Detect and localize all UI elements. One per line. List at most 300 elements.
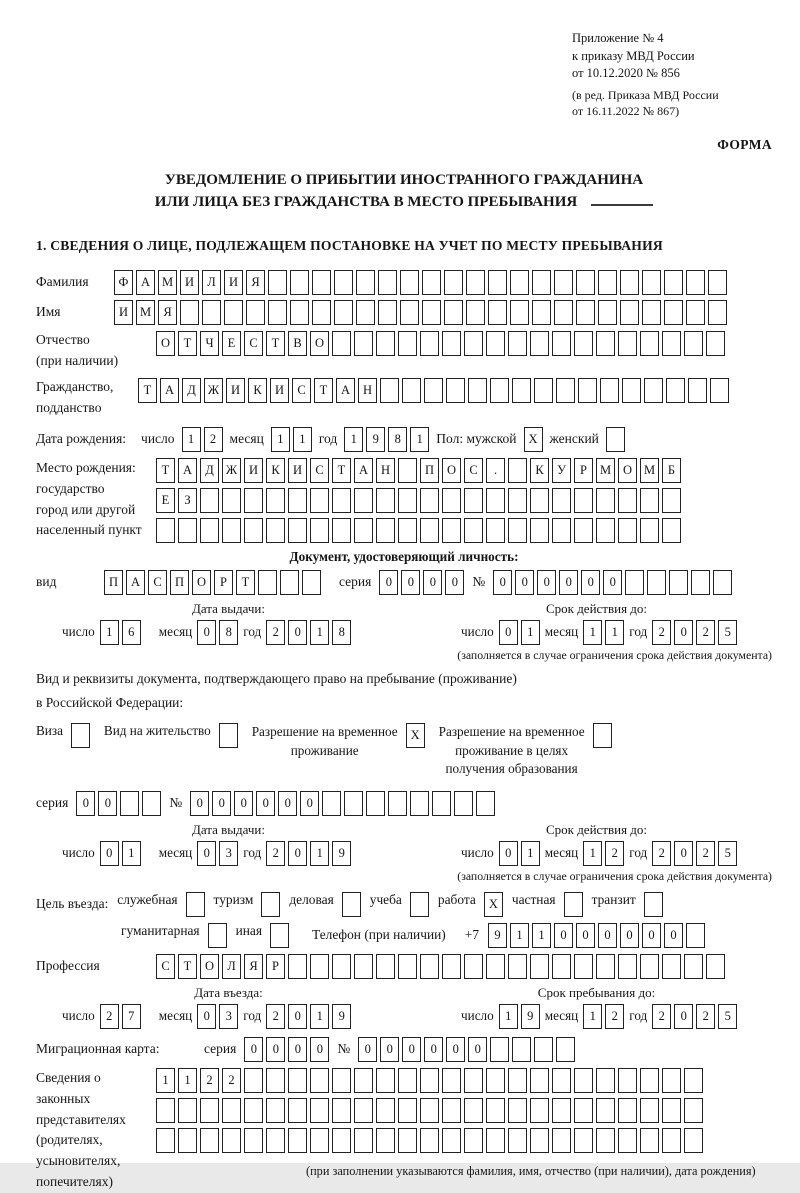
char-cell[interactable]: 0 bbox=[446, 1037, 465, 1062]
char-cell[interactable]: И bbox=[288, 458, 307, 483]
char-cell[interactable] bbox=[334, 270, 353, 295]
char-cell[interactable] bbox=[156, 518, 175, 543]
char-cell[interactable] bbox=[444, 300, 463, 325]
char-cell[interactable]: Т bbox=[138, 378, 157, 403]
char-cell[interactable]: 1 bbox=[521, 620, 540, 645]
char-cell[interactable] bbox=[534, 378, 553, 403]
char-cell[interactable] bbox=[530, 1128, 549, 1153]
char-cell[interactable] bbox=[618, 1068, 637, 1093]
char-cell[interactable] bbox=[662, 331, 681, 356]
char-cell[interactable]: 2 bbox=[266, 841, 285, 866]
char-cell[interactable] bbox=[596, 488, 615, 513]
char-cell[interactable] bbox=[120, 791, 139, 816]
char-cell[interactable] bbox=[593, 723, 612, 748]
char-cell[interactable]: 2 bbox=[605, 1004, 624, 1029]
char-cell[interactable] bbox=[666, 378, 685, 403]
char-cell[interactable] bbox=[424, 378, 443, 403]
char-cell[interactable]: 0 bbox=[266, 1037, 285, 1062]
char-cell[interactable] bbox=[684, 1068, 703, 1093]
char-cell[interactable] bbox=[400, 270, 419, 295]
char-cell[interactable]: 1 bbox=[156, 1068, 175, 1093]
char-cell[interactable]: И bbox=[270, 378, 289, 403]
char-cell[interactable]: Т bbox=[178, 954, 197, 979]
char-cell[interactable]: Д bbox=[182, 378, 201, 403]
char-cell[interactable] bbox=[644, 892, 663, 917]
char-cell[interactable] bbox=[486, 1098, 505, 1123]
char-cell[interactable] bbox=[552, 1068, 571, 1093]
char-cell[interactable]: 2 bbox=[696, 620, 715, 645]
char-cell[interactable] bbox=[376, 331, 395, 356]
char-cell[interactable] bbox=[618, 1128, 637, 1153]
char-cell[interactable] bbox=[598, 300, 617, 325]
char-cell[interactable]: 0 bbox=[212, 791, 231, 816]
char-cell[interactable]: 0 bbox=[278, 791, 297, 816]
char-cell[interactable] bbox=[554, 300, 573, 325]
char-cell[interactable] bbox=[600, 378, 619, 403]
char-cell[interactable] bbox=[574, 488, 593, 513]
char-cell[interactable]: М bbox=[158, 270, 177, 295]
char-cell[interactable] bbox=[466, 300, 485, 325]
char-cell[interactable] bbox=[596, 954, 615, 979]
char-cell[interactable]: О bbox=[192, 570, 211, 595]
char-cell[interactable] bbox=[574, 954, 593, 979]
char-cell[interactable] bbox=[512, 1037, 531, 1062]
char-cell[interactable]: 0 bbox=[98, 791, 117, 816]
char-cell[interactable] bbox=[713, 570, 732, 595]
char-cell[interactable] bbox=[410, 791, 429, 816]
char-cell[interactable] bbox=[222, 518, 241, 543]
char-cell[interactable] bbox=[662, 1128, 681, 1153]
char-cell[interactable] bbox=[312, 270, 331, 295]
char-cell[interactable] bbox=[574, 1068, 593, 1093]
char-cell[interactable]: Л bbox=[202, 270, 221, 295]
char-cell[interactable]: 1 bbox=[583, 620, 602, 645]
char-cell[interactable]: 0 bbox=[256, 791, 275, 816]
char-cell[interactable]: Р bbox=[266, 954, 285, 979]
char-cell[interactable] bbox=[398, 488, 417, 513]
char-cell[interactable] bbox=[288, 1098, 307, 1123]
char-cell[interactable] bbox=[530, 488, 549, 513]
char-cell[interactable] bbox=[486, 1068, 505, 1093]
char-cell[interactable]: Б bbox=[662, 458, 681, 483]
char-cell[interactable]: 1 bbox=[310, 1004, 329, 1029]
char-cell[interactable] bbox=[420, 518, 439, 543]
char-cell[interactable] bbox=[398, 458, 417, 483]
char-cell[interactable] bbox=[640, 1128, 659, 1153]
char-cell[interactable] bbox=[640, 488, 659, 513]
char-cell[interactable]: 5 bbox=[718, 620, 737, 645]
char-cell[interactable] bbox=[684, 1098, 703, 1123]
char-cell[interactable]: Е bbox=[156, 488, 175, 513]
char-cell[interactable] bbox=[258, 570, 277, 595]
char-cell[interactable]: П bbox=[104, 570, 123, 595]
char-cell[interactable]: С bbox=[156, 954, 175, 979]
char-cell[interactable] bbox=[388, 791, 407, 816]
char-cell[interactable] bbox=[534, 1037, 553, 1062]
char-cell[interactable] bbox=[530, 954, 549, 979]
char-cell[interactable]: 2 bbox=[696, 1004, 715, 1029]
char-cell[interactable] bbox=[310, 1128, 329, 1153]
char-cell[interactable] bbox=[508, 331, 527, 356]
char-cell[interactable] bbox=[618, 1098, 637, 1123]
char-cell[interactable] bbox=[454, 791, 473, 816]
char-cell[interactable] bbox=[552, 954, 571, 979]
char-cell[interactable] bbox=[378, 270, 397, 295]
char-cell[interactable] bbox=[354, 488, 373, 513]
char-cell[interactable]: 2 bbox=[222, 1068, 241, 1093]
char-cell[interactable]: Я bbox=[246, 270, 265, 295]
char-cell[interactable] bbox=[576, 300, 595, 325]
char-cell[interactable]: Я bbox=[158, 300, 177, 325]
char-cell[interactable] bbox=[442, 488, 461, 513]
char-cell[interactable]: 3 bbox=[219, 1004, 238, 1029]
char-cell[interactable] bbox=[356, 270, 375, 295]
char-cell[interactable]: 0 bbox=[244, 1037, 263, 1062]
char-cell[interactable] bbox=[312, 300, 331, 325]
char-cell[interactable] bbox=[464, 488, 483, 513]
char-cell[interactable] bbox=[466, 270, 485, 295]
char-cell[interactable]: 0 bbox=[674, 841, 693, 866]
char-cell[interactable] bbox=[380, 378, 399, 403]
char-cell[interactable] bbox=[574, 331, 593, 356]
char-cell[interactable] bbox=[508, 954, 527, 979]
char-cell[interactable]: 0 bbox=[197, 841, 216, 866]
char-cell[interactable]: 0 bbox=[559, 570, 578, 595]
char-cell[interactable] bbox=[398, 1098, 417, 1123]
char-cell[interactable] bbox=[464, 331, 483, 356]
char-cell[interactable]: 2 bbox=[605, 841, 624, 866]
char-cell[interactable]: С bbox=[148, 570, 167, 595]
char-cell[interactable]: 0 bbox=[197, 1004, 216, 1029]
char-cell[interactable]: О bbox=[618, 458, 637, 483]
char-cell[interactable]: 0 bbox=[423, 570, 442, 595]
char-cell[interactable]: В bbox=[288, 331, 307, 356]
char-cell[interactable] bbox=[156, 1128, 175, 1153]
char-cell[interactable] bbox=[202, 300, 221, 325]
char-cell[interactable]: 1 bbox=[510, 923, 529, 948]
char-cell[interactable]: 0 bbox=[603, 570, 622, 595]
char-cell[interactable]: 0 bbox=[288, 620, 307, 645]
char-cell[interactable] bbox=[310, 1098, 329, 1123]
char-cell[interactable] bbox=[486, 488, 505, 513]
char-cell[interactable] bbox=[378, 300, 397, 325]
char-cell[interactable] bbox=[246, 300, 265, 325]
char-cell[interactable]: Р bbox=[574, 458, 593, 483]
char-cell[interactable] bbox=[244, 488, 263, 513]
char-cell[interactable]: Т bbox=[178, 331, 197, 356]
char-cell[interactable]: А bbox=[160, 378, 179, 403]
char-cell[interactable] bbox=[180, 300, 199, 325]
char-cell[interactable] bbox=[708, 270, 727, 295]
char-cell[interactable] bbox=[266, 518, 285, 543]
char-cell[interactable]: И bbox=[180, 270, 199, 295]
char-cell[interactable] bbox=[574, 1128, 593, 1153]
char-cell[interactable] bbox=[420, 488, 439, 513]
char-cell[interactable] bbox=[376, 954, 395, 979]
char-cell[interactable]: 1 bbox=[583, 841, 602, 866]
char-cell[interactable] bbox=[310, 488, 329, 513]
char-cell[interactable]: 2 bbox=[696, 841, 715, 866]
char-cell[interactable] bbox=[200, 1128, 219, 1153]
char-cell[interactable] bbox=[334, 300, 353, 325]
char-cell[interactable]: 9 bbox=[332, 1004, 351, 1029]
char-cell[interactable] bbox=[625, 570, 644, 595]
char-cell[interactable]: 1 bbox=[344, 427, 363, 452]
char-cell[interactable]: 1 bbox=[605, 620, 624, 645]
char-cell[interactable] bbox=[442, 1068, 461, 1093]
char-cell[interactable]: У bbox=[552, 458, 571, 483]
char-cell[interactable] bbox=[688, 378, 707, 403]
char-cell[interactable]: Ч bbox=[200, 331, 219, 356]
char-cell[interactable] bbox=[618, 331, 637, 356]
char-cell[interactable] bbox=[266, 1068, 285, 1093]
char-cell[interactable]: Н bbox=[358, 378, 377, 403]
char-cell[interactable]: 1 bbox=[583, 1004, 602, 1029]
char-cell[interactable]: К bbox=[530, 458, 549, 483]
char-cell[interactable] bbox=[464, 954, 483, 979]
char-cell[interactable] bbox=[532, 270, 551, 295]
char-cell[interactable] bbox=[310, 518, 329, 543]
char-cell[interactable] bbox=[344, 791, 363, 816]
char-cell[interactable] bbox=[508, 1098, 527, 1123]
char-cell[interactable] bbox=[618, 488, 637, 513]
char-cell[interactable]: Л bbox=[222, 954, 241, 979]
char-cell[interactable] bbox=[332, 518, 351, 543]
char-cell[interactable] bbox=[288, 518, 307, 543]
char-cell[interactable]: 2 bbox=[204, 427, 223, 452]
char-cell[interactable]: И bbox=[244, 458, 263, 483]
char-cell[interactable]: Т bbox=[332, 458, 351, 483]
char-cell[interactable]: М bbox=[596, 458, 615, 483]
char-cell[interactable] bbox=[432, 791, 451, 816]
char-cell[interactable]: Н bbox=[376, 458, 395, 483]
char-cell[interactable] bbox=[290, 300, 309, 325]
char-cell[interactable]: А bbox=[336, 378, 355, 403]
char-cell[interactable] bbox=[398, 1128, 417, 1153]
char-cell[interactable] bbox=[684, 954, 703, 979]
char-cell[interactable] bbox=[266, 488, 285, 513]
char-cell[interactable]: 0 bbox=[424, 1037, 443, 1062]
char-cell[interactable] bbox=[532, 300, 551, 325]
char-cell[interactable]: 0 bbox=[468, 1037, 487, 1062]
char-cell[interactable] bbox=[669, 570, 688, 595]
char-cell[interactable]: З bbox=[178, 488, 197, 513]
char-cell[interactable]: О bbox=[156, 331, 175, 356]
char-cell[interactable]: И bbox=[114, 300, 133, 325]
char-cell[interactable] bbox=[508, 458, 527, 483]
char-cell[interactable]: Ж bbox=[222, 458, 241, 483]
char-cell[interactable] bbox=[398, 331, 417, 356]
char-cell[interactable] bbox=[486, 331, 505, 356]
char-cell[interactable] bbox=[310, 1068, 329, 1093]
char-cell[interactable] bbox=[222, 1128, 241, 1153]
char-cell[interactable] bbox=[606, 427, 625, 452]
char-cell[interactable]: Т bbox=[266, 331, 285, 356]
char-cell[interactable]: С bbox=[292, 378, 311, 403]
char-cell[interactable]: 0 bbox=[288, 1004, 307, 1029]
char-cell[interactable]: 2 bbox=[652, 841, 671, 866]
char-cell[interactable]: 1 bbox=[122, 841, 141, 866]
char-cell[interactable]: 2 bbox=[100, 1004, 119, 1029]
char-cell[interactable]: 8 bbox=[332, 620, 351, 645]
char-cell[interactable] bbox=[200, 1098, 219, 1123]
char-cell[interactable] bbox=[574, 1098, 593, 1123]
char-cell[interactable]: 0 bbox=[300, 791, 319, 816]
char-cell[interactable] bbox=[662, 488, 681, 513]
char-cell[interactable] bbox=[332, 1098, 351, 1123]
char-cell[interactable]: О bbox=[442, 458, 461, 483]
char-cell[interactable]: О bbox=[200, 954, 219, 979]
char-cell[interactable] bbox=[310, 954, 329, 979]
char-cell[interactable]: 0 bbox=[358, 1037, 377, 1062]
char-cell[interactable]: 0 bbox=[288, 841, 307, 866]
char-cell[interactable] bbox=[420, 1068, 439, 1093]
char-cell[interactable] bbox=[662, 518, 681, 543]
char-cell[interactable] bbox=[620, 300, 639, 325]
char-cell[interactable]: 0 bbox=[379, 570, 398, 595]
char-cell[interactable] bbox=[576, 270, 595, 295]
char-cell[interactable] bbox=[476, 791, 495, 816]
char-cell[interactable]: X bbox=[484, 892, 503, 917]
char-cell[interactable] bbox=[398, 1068, 417, 1093]
char-cell[interactable]: С bbox=[244, 331, 263, 356]
char-cell[interactable]: 1 bbox=[532, 923, 551, 948]
char-cell[interactable] bbox=[420, 954, 439, 979]
char-cell[interactable] bbox=[642, 300, 661, 325]
char-cell[interactable]: И bbox=[226, 378, 245, 403]
char-cell[interactable] bbox=[420, 1098, 439, 1123]
char-cell[interactable]: 8 bbox=[219, 620, 238, 645]
char-cell[interactable] bbox=[684, 331, 703, 356]
char-cell[interactable]: 0 bbox=[197, 620, 216, 645]
char-cell[interactable] bbox=[530, 518, 549, 543]
char-cell[interactable]: 0 bbox=[401, 570, 420, 595]
char-cell[interactable] bbox=[464, 518, 483, 543]
char-cell[interactable]: 1 bbox=[271, 427, 290, 452]
char-cell[interactable]: Р bbox=[214, 570, 233, 595]
char-cell[interactable] bbox=[302, 570, 321, 595]
char-cell[interactable] bbox=[686, 300, 705, 325]
char-cell[interactable] bbox=[691, 570, 710, 595]
char-cell[interactable]: 1 bbox=[293, 427, 312, 452]
char-cell[interactable] bbox=[552, 331, 571, 356]
char-cell[interactable] bbox=[574, 518, 593, 543]
char-cell[interactable] bbox=[178, 518, 197, 543]
char-cell[interactable] bbox=[244, 1128, 263, 1153]
char-cell[interactable] bbox=[366, 791, 385, 816]
char-cell[interactable] bbox=[442, 954, 461, 979]
char-cell[interactable] bbox=[261, 892, 280, 917]
char-cell[interactable]: Т bbox=[314, 378, 333, 403]
char-cell[interactable]: М bbox=[136, 300, 155, 325]
char-cell[interactable] bbox=[552, 1098, 571, 1123]
char-cell[interactable] bbox=[490, 378, 509, 403]
char-cell[interactable] bbox=[200, 488, 219, 513]
char-cell[interactable] bbox=[332, 1128, 351, 1153]
char-cell[interactable] bbox=[268, 270, 287, 295]
char-cell[interactable] bbox=[402, 378, 421, 403]
char-cell[interactable]: 2 bbox=[652, 620, 671, 645]
char-cell[interactable] bbox=[640, 1068, 659, 1093]
char-cell[interactable]: 1 bbox=[310, 620, 329, 645]
char-cell[interactable]: 0 bbox=[493, 570, 512, 595]
char-cell[interactable] bbox=[288, 1068, 307, 1093]
char-cell[interactable]: 0 bbox=[674, 620, 693, 645]
char-cell[interactable]: 0 bbox=[581, 570, 600, 595]
char-cell[interactable] bbox=[647, 570, 666, 595]
char-cell[interactable] bbox=[354, 1068, 373, 1093]
char-cell[interactable]: 0 bbox=[100, 841, 119, 866]
char-cell[interactable] bbox=[332, 488, 351, 513]
char-cell[interactable]: 0 bbox=[664, 923, 683, 948]
char-cell[interactable] bbox=[620, 270, 639, 295]
char-cell[interactable]: Т bbox=[236, 570, 255, 595]
char-cell[interactable] bbox=[290, 270, 309, 295]
char-cell[interactable] bbox=[596, 1128, 615, 1153]
char-cell[interactable] bbox=[486, 1128, 505, 1153]
char-cell[interactable] bbox=[708, 300, 727, 325]
char-cell[interactable] bbox=[642, 270, 661, 295]
char-cell[interactable]: 0 bbox=[76, 791, 95, 816]
char-cell[interactable] bbox=[644, 378, 663, 403]
char-cell[interactable]: 1 bbox=[410, 427, 429, 452]
char-cell[interactable]: А bbox=[136, 270, 155, 295]
char-cell[interactable] bbox=[578, 378, 597, 403]
char-cell[interactable]: 0 bbox=[499, 620, 518, 645]
char-cell[interactable] bbox=[464, 1098, 483, 1123]
char-cell[interactable]: 6 bbox=[122, 620, 141, 645]
char-cell[interactable]: 1 bbox=[499, 1004, 518, 1029]
char-cell[interactable] bbox=[288, 954, 307, 979]
char-cell[interactable]: 1 bbox=[521, 841, 540, 866]
char-cell[interactable] bbox=[556, 1037, 575, 1062]
char-cell[interactable]: 2 bbox=[652, 1004, 671, 1029]
char-cell[interactable] bbox=[332, 954, 351, 979]
char-cell[interactable] bbox=[662, 1068, 681, 1093]
char-cell[interactable] bbox=[508, 488, 527, 513]
char-cell[interactable] bbox=[442, 1098, 461, 1123]
char-cell[interactable] bbox=[686, 270, 705, 295]
char-cell[interactable] bbox=[71, 723, 90, 748]
char-cell[interactable] bbox=[662, 954, 681, 979]
char-cell[interactable]: А bbox=[178, 458, 197, 483]
char-cell[interactable]: 1 bbox=[178, 1068, 197, 1093]
char-cell[interactable]: Я bbox=[244, 954, 263, 979]
char-cell[interactable]: 5 bbox=[718, 841, 737, 866]
char-cell[interactable]: 0 bbox=[310, 1037, 329, 1062]
char-cell[interactable] bbox=[486, 518, 505, 543]
char-cell[interactable] bbox=[686, 923, 705, 948]
char-cell[interactable] bbox=[224, 300, 243, 325]
char-cell[interactable]: 0 bbox=[190, 791, 209, 816]
char-cell[interactable] bbox=[266, 1098, 285, 1123]
char-cell[interactable] bbox=[354, 518, 373, 543]
char-cell[interactable]: 9 bbox=[521, 1004, 540, 1029]
char-cell[interactable]: 8 bbox=[388, 427, 407, 452]
char-cell[interactable]: X bbox=[524, 427, 543, 452]
char-cell[interactable] bbox=[640, 331, 659, 356]
char-cell[interactable] bbox=[422, 300, 441, 325]
char-cell[interactable]: 0 bbox=[515, 570, 534, 595]
char-cell[interactable] bbox=[556, 378, 575, 403]
char-cell[interactable] bbox=[618, 518, 637, 543]
char-cell[interactable] bbox=[376, 1098, 395, 1123]
char-cell[interactable] bbox=[662, 1098, 681, 1123]
char-cell[interactable]: Ф bbox=[114, 270, 133, 295]
char-cell[interactable]: П bbox=[420, 458, 439, 483]
char-cell[interactable] bbox=[710, 378, 729, 403]
char-cell[interactable] bbox=[186, 892, 205, 917]
